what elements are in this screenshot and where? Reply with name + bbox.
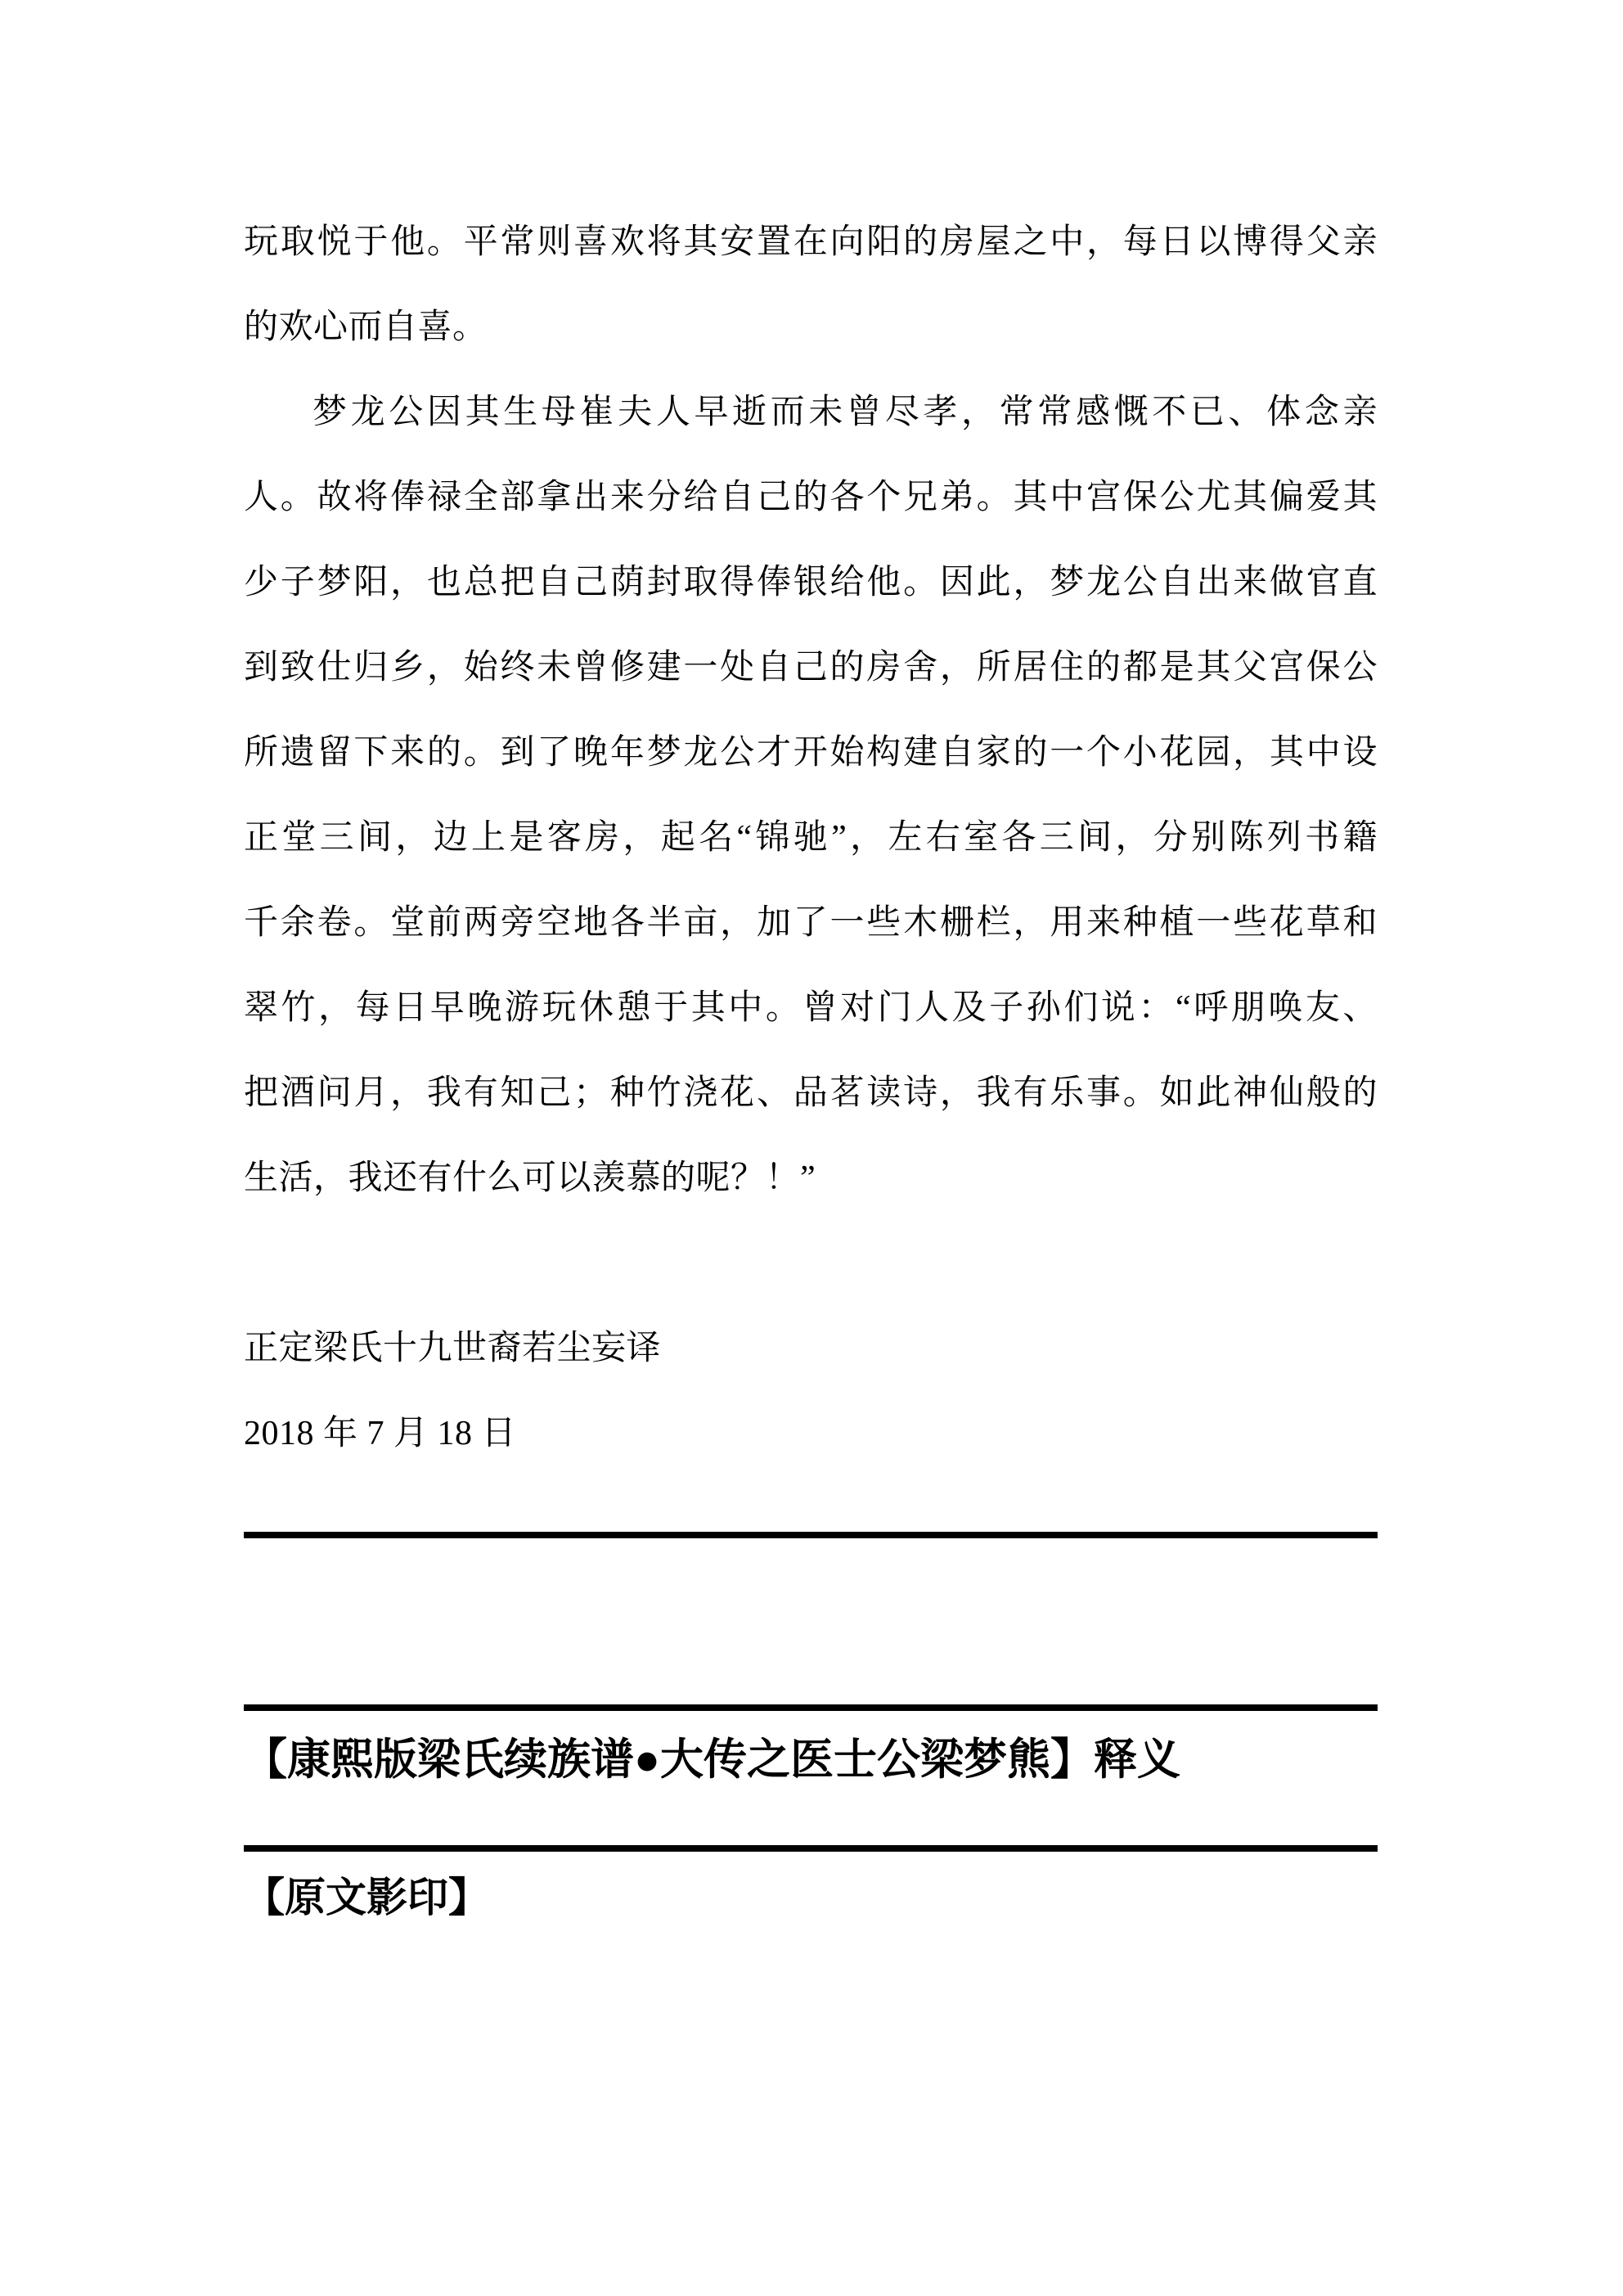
body-line: 千余卷。堂前两旁空地各半亩，加了一些木栅栏，用来种植一些花草和: [244, 904, 1378, 942]
body-line: 到致仕归乡，始终未曾修建一处自己的房舍，所居住的都是其父宫保公: [244, 649, 1378, 687]
subsection-heading: 【原文影印】: [244, 1875, 489, 1920]
date-line: 2018 年 7 月 18 日: [244, 1415, 517, 1452]
blank-line: [244, 1221, 1378, 1306]
section-heading: 【康熙版梁氏续族谱●大传之医士公梁梦熊】释义: [244, 1736, 1181, 1784]
body-line: 的欢心而自喜。: [244, 308, 488, 346]
section-divider-rule: [244, 1532, 1378, 1538]
heading-bottom-rule: [244, 1845, 1378, 1852]
translator-signature: 正定梁氏十九世裔若尘妄译: [244, 1330, 662, 1367]
body-line: 所遗留下来的。到了晚年梦龙公才开始构建自家的一个小花园，其中设: [244, 734, 1378, 772]
heading-top-rule: [244, 1704, 1378, 1711]
body-text: [244, 200, 1378, 1476]
body-line: 生活，我还有什么可以羡慕的呢？！”: [244, 1159, 816, 1197]
body-line: 玩取悦于他。平常则喜欢将其安置在向阳的房屋之中，每日以博得父亲: [244, 223, 1378, 261]
body-line: 少子梦阳，也总把自己荫封取得俸银给他。因此，梦龙公自出来做官直: [244, 564, 1378, 601]
body-line: 翠竹，每日早晚游玩休憩于其中。曾对门人及子孙们说：“呼朋唤友、: [244, 989, 1378, 1027]
body-line: 梦龙公因其生母崔夫人早逝而未曾尽孝，常常感慨不已、体念亲: [312, 394, 1378, 431]
body-line: 把酒问月，我有知己；种竹浇花、品茗读诗，我有乐事。如此神仙般的: [244, 1074, 1378, 1112]
body-line: 正堂三间，边上是客房，起名“锦驰”，左右室各三间，分别陈列书籍: [244, 819, 1378, 857]
body-line: 人。故将俸禄全部拿出来分给自己的各个兄弟。其中宫保公尤其偏爱其: [244, 479, 1378, 516]
